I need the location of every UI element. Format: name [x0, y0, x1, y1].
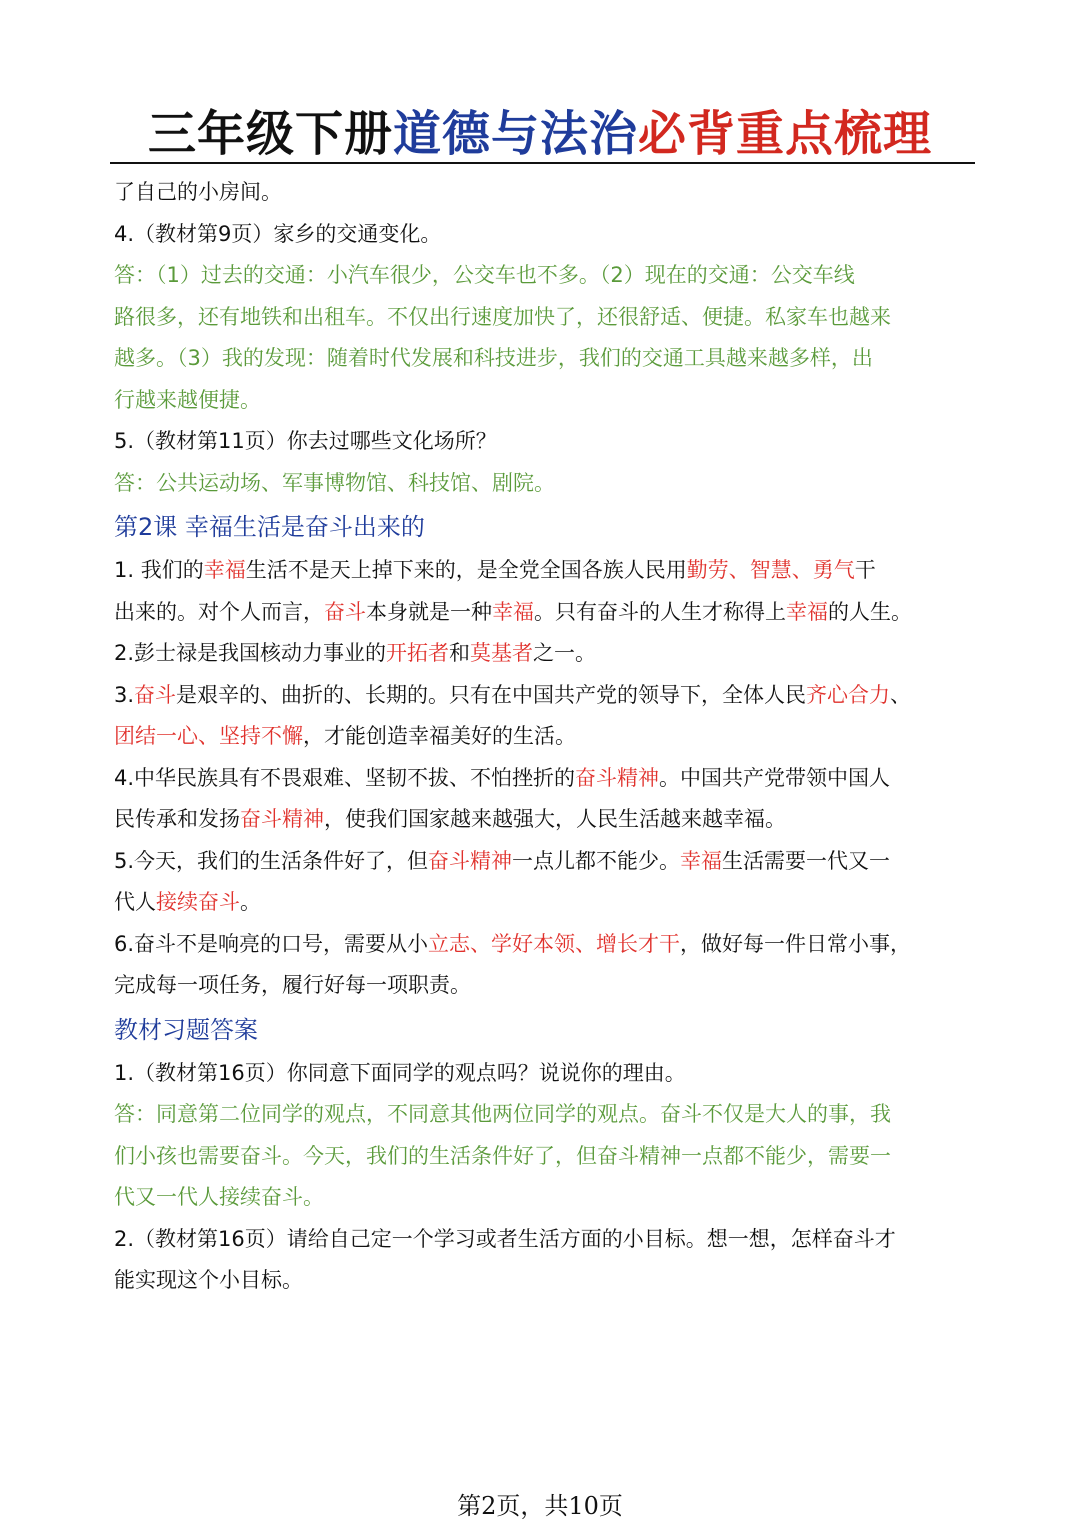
text-segment: 们小孩也需要奋斗。今天，我们的生活条件好了，但奋斗精神一点都不能少，需要一 [114, 1143, 891, 1168]
text-segment: 越多。（3）我的发现：随着时代发展和科技进步，我们的交通工具越来越多样，出 [114, 346, 873, 370]
text-segment: 答：同意第二位同学的观点，不同意其他两位同学的观点。奋斗不仅是大人的事，我 [114, 1102, 891, 1126]
text-line [114, 550, 994, 592]
highlight-keyword: 幸福 [203, 558, 246, 582]
text-line [114, 965, 994, 1007]
text-segment: 第2课 幸福生活是奋斗出来的 [114, 513, 425, 541]
document-body [114, 172, 994, 1302]
text-segment: 是艰辛的、曲折的、长期的。只有在中国共产党的领导下，全体人民 [176, 682, 807, 707]
text-line [114, 758, 994, 800]
text-segment: 能实现这个小目标。 [114, 1268, 303, 1292]
text-segment: 行越来越便捷。 [114, 387, 261, 412]
text-segment: 2.（教材第16页）请给自己定一个学习或者生活方面的小目标。想一想，怎样奋斗才 [114, 1226, 896, 1251]
answer-line [114, 297, 994, 339]
text-segment: 。只有奋斗的人生才称得上 [534, 599, 786, 624]
text-segment: 5.（教材第11页）你去过哪些文化场所？ [114, 429, 497, 453]
page-footer: 第2页，共10页 [457, 1492, 623, 1520]
text-segment: ，才能创造幸福美好的生活。 [303, 724, 576, 748]
answer-line [114, 1136, 994, 1178]
text-segment: ，使我们国家越来越强大，人民生活越来越幸福。 [324, 807, 786, 831]
highlight-keyword: 奋斗精神 [428, 848, 513, 873]
highlight-keyword: 齐心合力 [806, 682, 891, 707]
answer-line [114, 1094, 994, 1136]
text-segment: 本身就是一种 [366, 599, 492, 624]
text-segment: 答：（1）过去的交通：小汽车很少，公交车也不多。（2）现在的交通：公交车线 [114, 263, 855, 287]
highlight-keyword: 莫基者 [470, 641, 534, 665]
highlight-keyword: 立志、学好本领、增长才干 [428, 931, 681, 956]
highlight-keyword: 幸福 [786, 599, 828, 624]
text-segment: ，做好每一件日常小事， [680, 931, 912, 956]
text-line [114, 633, 994, 675]
text-segment: 5.今天，我们的生活条件好了，但 [114, 848, 429, 873]
text-segment: 。 [240, 890, 261, 914]
text-segment: 答：公共运动场、军事博物馆、科技馆、剧院。 [114, 470, 555, 495]
text-line [114, 421, 994, 463]
page-title [0, 104, 1080, 164]
text-segment: 代人 [114, 890, 156, 914]
text-line [114, 882, 994, 924]
text-line [114, 716, 994, 758]
text-segment: 一点儿都不能少。 [512, 848, 681, 873]
section-heading [114, 504, 994, 550]
text-segment: 4.中华民族具有不畏艰难、坚韧不拔、不怕挫折的 [114, 765, 576, 790]
text-segment: 、 [890, 682, 912, 707]
text-segment: 生活需要一代又一 [722, 848, 891, 873]
answer-line [114, 255, 994, 297]
text-line [114, 172, 994, 214]
highlight-keyword: 幸福 [680, 848, 723, 873]
text-segment: 1. 我们的 [114, 558, 204, 582]
text-segment: 。中国共产党带领中国人 [659, 765, 891, 790]
answer-line [114, 1177, 994, 1219]
text-segment: 3. [114, 682, 135, 707]
highlight-keyword: 团结一心、坚持不懈 [114, 724, 303, 748]
text-line [114, 1219, 994, 1261]
highlight-keyword: 开拓者 [386, 641, 450, 665]
text-segment: 6.奋斗不是响亮的口号，需要从小 [114, 931, 429, 956]
title-part-subject: 道德与法治 [392, 106, 638, 162]
text-segment: 民传承和发扬 [114, 807, 240, 831]
highlight-keyword: 幸福 [492, 599, 534, 624]
highlight-keyword: 奋斗 [324, 599, 366, 624]
text-segment: 了自己的小房间。 [114, 180, 282, 204]
text-line [114, 214, 994, 256]
highlight-keyword: 奋斗精神 [575, 765, 660, 790]
text-segment: 干 [854, 558, 876, 582]
text-line [114, 1260, 994, 1302]
text-segment: 路很多，还有地铁和出租车。不仅出行速度加快了，还很舒适、便捷。私家车也越来 [114, 304, 891, 329]
text-segment: 之一。 [533, 641, 597, 665]
text-segment: 1.（教材第16页）你同意下面同学的观点吗？说说你的理由。 [114, 1060, 686, 1085]
text-segment: 生活不是天上掉下来的，是全党全国各族人民用 [245, 558, 687, 582]
title-part-keypoints: 必背重点梳理 [638, 106, 933, 162]
title-underline [110, 162, 975, 164]
text-line [114, 1053, 994, 1095]
text-segment: 4.（教材第9页）家乡的交通变化。 [114, 221, 442, 246]
text-segment: 代又一代人接续奋斗。 [114, 1185, 324, 1209]
text-segment: 完成每一项任务，履行好每一项职责。 [114, 973, 471, 997]
answer-line [114, 463, 994, 505]
text-segment: 和 [449, 641, 471, 665]
text-line [114, 924, 994, 966]
text-segment: 教材习题答案 [114, 1015, 258, 1044]
highlight-keyword: 奋斗精神 [240, 807, 324, 831]
section-heading [114, 1007, 994, 1053]
answer-line [114, 380, 994, 422]
text-segment: 的人生。 [828, 599, 912, 624]
text-line [114, 841, 994, 883]
highlight-keyword: 接续奋斗 [156, 890, 240, 914]
highlight-keyword: 勤劳、智慧、勇气 [686, 558, 855, 582]
title-part-grade: 三年级下册 [147, 106, 393, 162]
text-segment: 2.彭士禄是我国核动力事业的 [114, 641, 387, 665]
answer-line [114, 338, 994, 380]
text-line [114, 592, 994, 634]
text-segment: 出来的。对个人而言， [114, 599, 324, 624]
text-line [114, 799, 994, 841]
text-line [114, 675, 994, 717]
highlight-keyword: 奋斗 [134, 682, 177, 707]
